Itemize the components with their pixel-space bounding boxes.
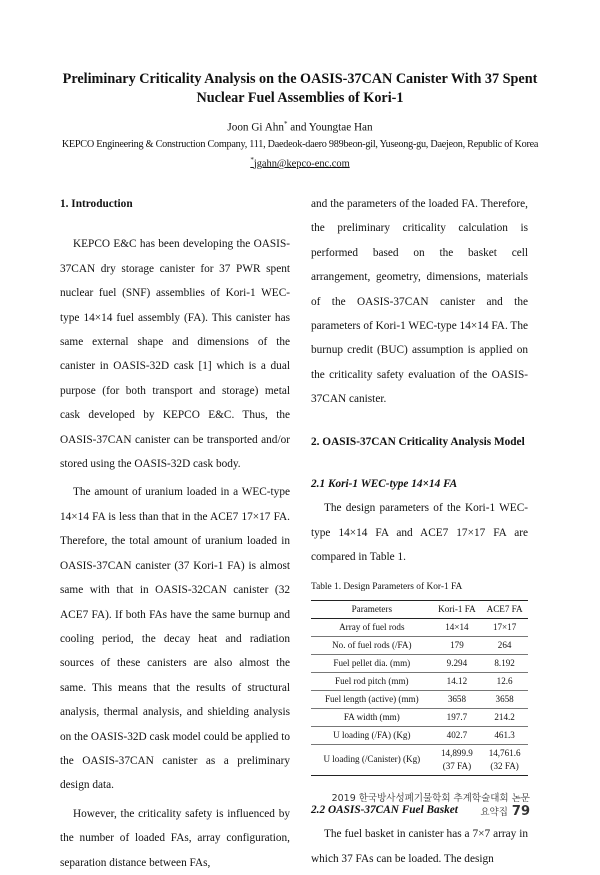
right-paragraph-1: and the parameters of the loaded FA. Therefore, the preliminary criticality calculation is performed based on the basket cell arrangement, geometry, dimensions, materials of the OASIS-37CAN canister and the parameters of Kori-1 WEC-type 14×14 FA. The burnup credit (BUC) assumption is applied on the criticality safety evaluation of the OASIS-37CAN canister. [311, 198, 528, 406]
table-1 [311, 600, 528, 776]
table-cell-line: 14,761.6 [488, 747, 521, 758]
table-row [311, 690, 528, 708]
subsection-2-1-paragraph: The design parameters of the Kori-1 WEC-type 14×14 FA and ACE7 17×17 FA are compared in Table 1. [311, 502, 528, 564]
intro-paragraph-2: The amount of uranium loaded in a WEC-type 14×14 FA is less than that in the ACE7 17×17 FA. Therefore, the total amount of uranium loaded in OASIS-37CAN canister (37 Kori-1 FA) is almost same with that in OASIS-32CAN canister (32 ACE7 FA). If both FAs have the same burnup and cooling period, the decay heat and radiation sources of these canisters are also almost the same. This means that the results of structural analysis, thermal analysis, and shielding analysis on the OASIS-32D cask model could be applied to the OASIS-37CAN canister as a preliminary design data. [60, 486, 290, 792]
table-cell: 17×17 [481, 618, 528, 636]
page-number: 79 [511, 804, 530, 819]
table-cell: 197.7 [433, 708, 482, 726]
author-rest: and Youngtae Han [287, 121, 373, 134]
left-column [60, 192, 290, 875]
table-row [311, 654, 528, 672]
paper-title: Preliminary Criticality Analysis on the OASIS-37CAN Canister With 37 Spent Nuclear Fuel Assemblies of Kori-1 [62, 71, 538, 106]
table-cell: No. of fuel rods (/FA) [311, 636, 433, 654]
section-introduction-heading: 1. Introduction [60, 198, 133, 210]
email-mark: * [250, 156, 254, 164]
table-cell: Fuel rod pitch (mm) [311, 672, 433, 690]
table-cell: 14.12 [433, 672, 482, 690]
subsection-2-2-heading: 2.2 OASIS-37CAN Fuel Basket [311, 803, 458, 816]
table-cell: 461.3 [481, 726, 528, 744]
table-row [311, 672, 528, 690]
table-row [311, 744, 528, 775]
table-cell-line: (37 FA) [442, 760, 472, 771]
table-cell-line: (32 FA) [490, 760, 519, 771]
table-row [311, 636, 528, 654]
table-cell: U loading (/Canister) (Kg) [311, 744, 433, 775]
table-row [311, 708, 528, 726]
table-cell: 214.2 [481, 708, 528, 726]
table-cell: 3658 [433, 690, 482, 708]
table-header-cell: Parameters [311, 600, 433, 618]
table-header-cell: Kori-1 FA [433, 600, 482, 618]
email-line[interactable] [0, 156, 600, 169]
table-1-caption: Table 1. Design Parameters of Kor-1 FA [311, 581, 463, 592]
subsection-2-2-paragraph: The fuel basket in canister has a 7×7 array in which 37 FAs can be loaded. The design [311, 828, 528, 865]
table-cell: 9.294 [433, 654, 482, 672]
email-address[interactable]: jgahn@kepco-enc.com [253, 158, 350, 170]
table-row [311, 618, 528, 636]
author-first: Joon Gi Ahn [227, 121, 284, 134]
authors-line [0, 120, 600, 134]
table-row [311, 726, 528, 744]
table-cell: Fuel pellet dia. (mm) [311, 654, 433, 672]
table-cell [433, 744, 482, 775]
table-cell: 179 [433, 636, 482, 654]
table-cell: 402.7 [433, 726, 482, 744]
table-cell: Fuel length (active) (mm) [311, 690, 433, 708]
page-footer [330, 790, 530, 819]
table-cell [481, 744, 528, 775]
table-cell: FA width (mm) [311, 708, 433, 726]
table-cell-line: 14,899.9 [441, 747, 473, 758]
intro-paragraph-1: KEPCO E&C has been developing the OASIS-37CAN dry storage canister for 37 PWR spent nuclear fuel (SNF) assemblies of Kori-1 WEC-type 14×14 fuel assembly (FA). This canister has same external shape and dimensions of the canister in OASIS-32D cask [1] which is a dual purpose (for both transport and storage) metal cask developed by KEPCO E&C. Thus, the OASIS-37CAN canister can be transported and/or stored using the OASIS-32D cask body. [60, 238, 290, 471]
subsection-2-1-heading: 2.1 Kori-1 WEC-type 14×14 FA [311, 478, 458, 491]
table-header-cell: ACE7 FA [481, 600, 528, 618]
table-cell: 8.192 [481, 654, 528, 672]
section-model-heading: 2. OASIS-37CAN Criticality Analysis Model [311, 435, 525, 448]
table-cell: 14×14 [433, 618, 482, 636]
table-cell: 264 [481, 636, 528, 654]
table-cell: Array of fuel rods [311, 618, 433, 636]
intro-paragraph-3: However, the criticality safety is influenced by the number of loaded FAs, array configuration, separation distance between FAs, [60, 807, 290, 869]
affiliation: KEPCO Engineering & Construction Company, 111, Daedeok-daero 989beon-gil, Yuseong-gu, Daejeon, Republic of Korea [61, 139, 539, 150]
corresponding-mark: * [283, 120, 288, 128]
table-cell: 3658 [481, 690, 528, 708]
table-cell: U loading (/FA) (Kg) [311, 726, 433, 744]
table-cell: 12.6 [481, 672, 528, 690]
table-header-row [311, 600, 528, 618]
footer-proceedings-title: 2019 한국방사성폐기물학회 추계학술대회 논문요약집 [331, 793, 530, 818]
right-column [311, 192, 528, 871]
